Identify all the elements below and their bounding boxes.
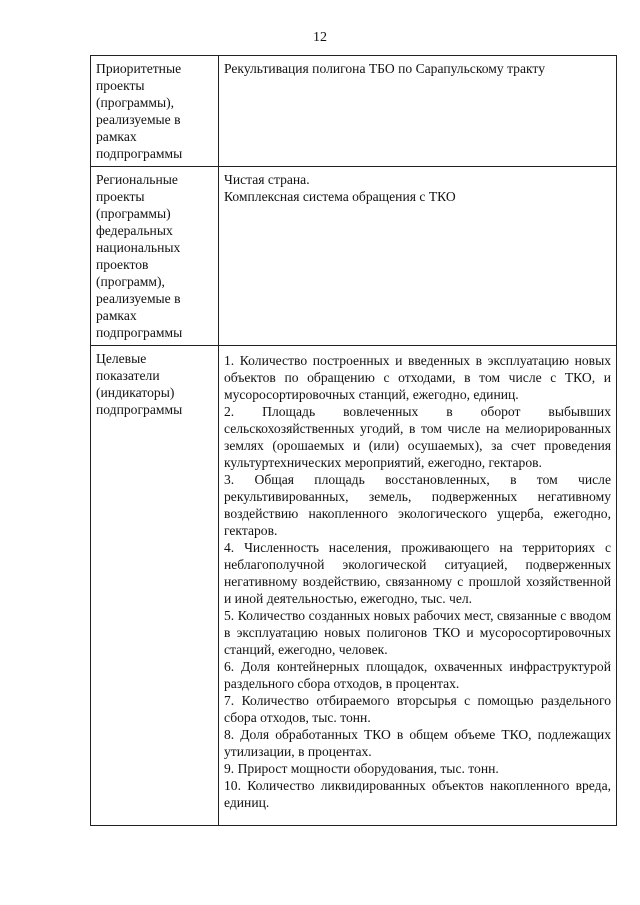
indicator-item: 2. Площадь вовлеченных в оборот выбывших сельскохозяйственных угодий, в том числе на мелиорированных землях (орошаемых и (или) осушаемых), за счет проведения культуртехнических мероприятий, ежегодно, гектаров. (224, 404, 611, 470)
table-row-target-indicators (91, 346, 617, 826)
indicator-item: 3. Общая площадь восстановленных, в том числе рекультивированных, земель, подверженных негативному воздействию накопленного экологического ущерба, ежегодно, гектаров. (224, 472, 611, 538)
value-line: Рекультивация полигона ТБО по Сарапульскому тракту (224, 61, 545, 76)
indicator-item: 6. Доля контейнерных площадок, охваченных инфраструктурой раздельного сбора отходов, в процентах. (224, 659, 611, 691)
indicator-item: 7. Количество отбираемого вторсырья с помощью раздельного сбора отходов, тыс. тонн. (224, 693, 611, 725)
indicator-item: 4. Численность населения, проживающего на территориях с неблагополучной экологической ситуацией, подверженных негативному воздействию, связанному с прошлой хозяйственной и иной деятельностью, ежегодно, тыс. чел. (224, 540, 611, 606)
indicator-item: 8. Доля обработанных ТКО в общем объеме ТКО, подлежащих утилизации, в процентах. (224, 727, 611, 759)
indicator-item: 1. Количество построенных и введенных в эксплуатацию новых объектов по обращению с отходами, в том числе с ТКО, и мусоросортировочных станций, ежегодно, единиц. (224, 353, 611, 402)
row-label-regional-projects: Региональные проекты (программы) федеральных национальных проектов (программ), реализуемые в рамках подпрограммы (91, 167, 219, 346)
row-value-priority-projects (219, 56, 617, 167)
row-value-target-indicators (219, 346, 617, 826)
value-line: Комплексная система обращения с ТКО (224, 189, 456, 204)
indicator-item: 9. Прирост мощности оборудования, тыс. тонн. (224, 761, 499, 776)
row-label-target-indicators: Целевые показатели (индикаторы) подпрограммы (91, 346, 219, 826)
page-number: 12 (313, 30, 327, 45)
value-line: Чистая страна. (224, 172, 310, 187)
row-label-priority-projects: Приоритетные проекты (программы), реализуемые в рамках подпрограммы (91, 56, 219, 167)
indicator-item: 10. Количество ликвидированных объектов накопленного вреда, единиц. (224, 778, 611, 810)
table-row-priority-projects (91, 56, 617, 167)
row-value-regional-projects (219, 167, 617, 346)
indicator-item: 5. Количество созданных новых рабочих мест, связанные с вводом в эксплуатацию новых полигонов ТКО и мусоросортировочных станций, ежегодно, человек. (224, 608, 611, 657)
subprogram-passport-table (90, 55, 617, 826)
table-row-regional-projects (91, 167, 617, 346)
